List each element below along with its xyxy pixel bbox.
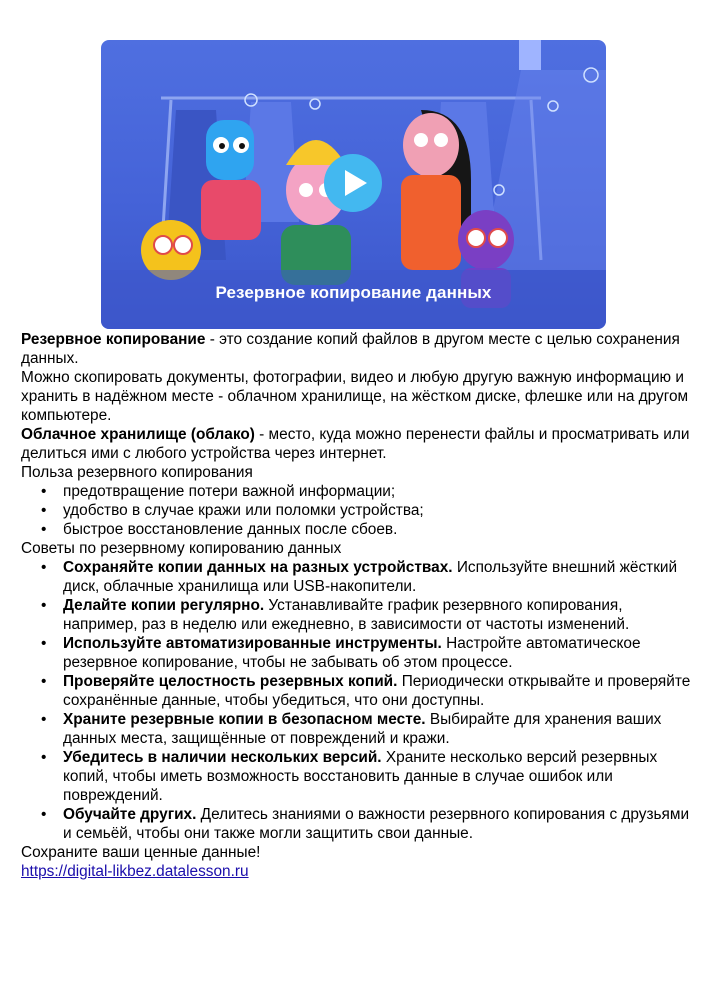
list-item: • удобство в случае кражи или поломки устройства; — [21, 501, 691, 520]
document-body — [21, 330, 691, 881]
list-item — [21, 558, 691, 596]
tip-title: Убедитесь в наличии нескольких версий. — [63, 749, 382, 766]
tip-text: Выбирайте для хранения ваших данных места, защищённые от повреждений и кражи. — [63, 711, 662, 747]
tip-title: Сохраняйте копии данных на разных устройствах. — [63, 559, 453, 576]
list-item: • предотвращение потери важной информации; — [21, 482, 691, 501]
benefits-heading: Польза резервного копирования — [21, 464, 253, 481]
tips-list — [21, 558, 691, 843]
term-cloud: Облачное хранилище (облако) — [21, 426, 255, 443]
video-thumbnail[interactable] — [101, 40, 606, 329]
tip-text: Периодически открывайте и проверяйте сохранённые данные, чтобы убедиться, что они доступны. — [63, 673, 691, 709]
tip-title: Храните резервные копии в безопасном месте. — [63, 711, 426, 728]
cloud-paragraph — [21, 425, 691, 463]
benefits-list — [21, 482, 691, 539]
tip-title: Используйте автоматизированные инструменты. — [63, 635, 442, 652]
play-icon[interactable] — [324, 154, 382, 212]
list-item: • быстрое восстановление данных после сбоев. — [21, 520, 691, 539]
video-caption: Резервное копирование данных — [215, 283, 492, 302]
intro-paragraph — [21, 330, 691, 368]
tip-title: Проверяйте целостность резервных копий. — [63, 673, 398, 690]
tip-text: Делитесь знаниями о важности резервного копирования с друзьями и семьёй, чтобы они также могли защитить свои данные. — [63, 806, 690, 842]
tips-heading: Советы по резервному копированию данных — [21, 540, 342, 557]
tip-title: Обучайте других. — [63, 806, 197, 823]
tip-text: Устанавливайте график резервного копирования, например, раз в неделю или ежедневно, в зависимости от частоты изменений. — [63, 597, 630, 633]
tip-text: Настройте автоматическое резервное копирование, чтобы не забывать об этом процессе. — [63, 635, 641, 671]
term-cloud-definition: - место, куда можно перенести файлы и просматривать или делиться ими с любого устройства через интернет. — [21, 426, 690, 462]
site-link[interactable]: https://digital-likbez.datalesson.ru — [21, 863, 249, 880]
list-item — [21, 805, 691, 843]
tip-text: Храните несколько версий резервных копий, чтобы иметь возможность восстановить данные в случае ошибок или повреждений. — [63, 749, 658, 804]
tip-text: Используйте внешний жёсткий диск, облачные хранилища или USB-накопители. — [63, 559, 678, 595]
intro-paragraph-2: Можно скопировать документы, фотографии, видео и любую другую важную информацию и хранить в надёжном месте - облачном хранилище, на жёстком диске, флешке или на другом компьютере. — [21, 369, 689, 424]
list-item — [21, 710, 691, 748]
list-item — [21, 596, 691, 634]
term-backup-definition: - это создание копий файлов в другом месте с целью сохранения данных. — [21, 331, 680, 367]
list-item — [21, 634, 691, 672]
list-item — [21, 672, 691, 710]
tip-title: Делайте копии регулярно. — [63, 597, 265, 614]
closing-text: Сохраните ваши ценные данные! — [21, 844, 261, 861]
term-backup: Резервное копирование — [21, 331, 206, 348]
list-item — [21, 748, 691, 805]
